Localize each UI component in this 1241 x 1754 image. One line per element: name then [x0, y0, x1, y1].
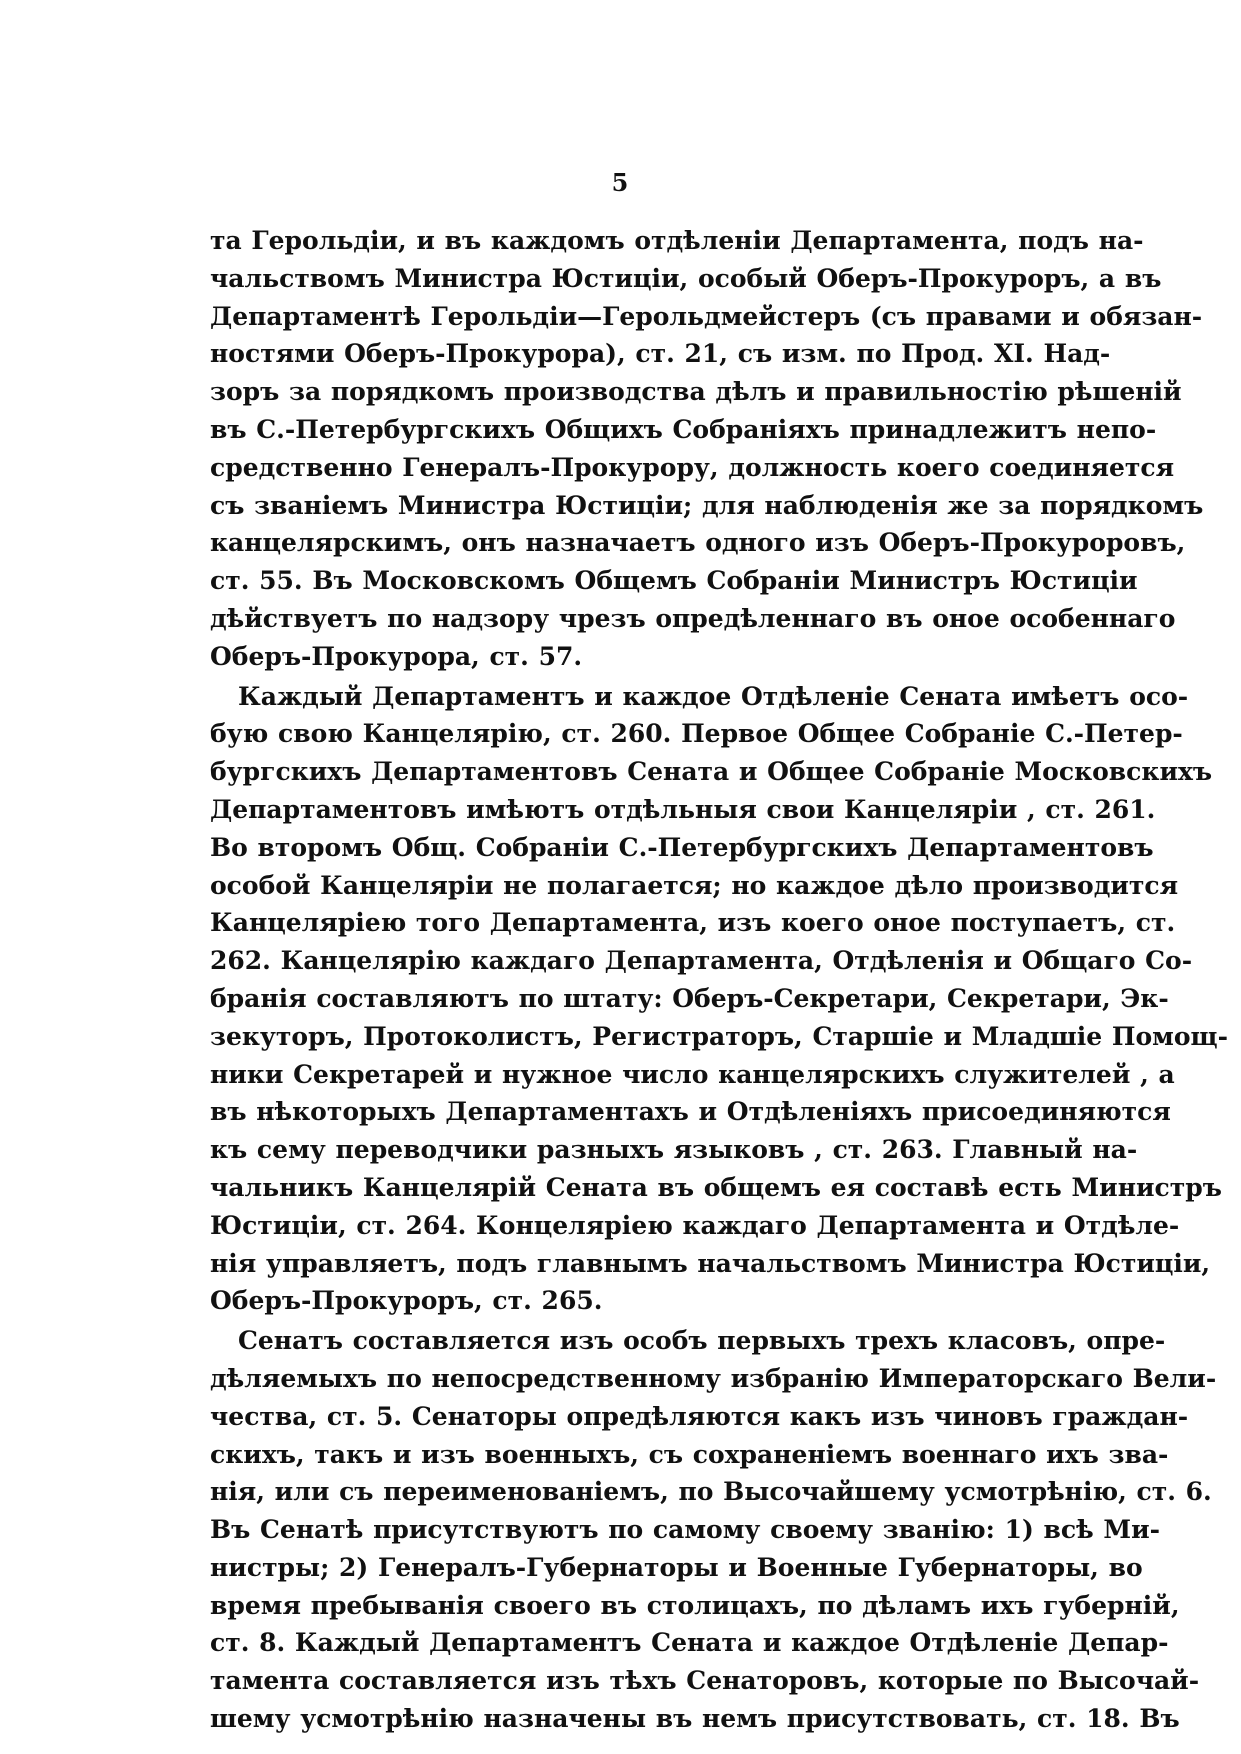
body-text	[210, 222, 1228, 1738]
text-line: съ званіемъ Министра Юстиціи; для наблюденія же за порядкомъ	[210, 490, 1204, 520]
text-line: Департаментовъ имѣютъ отдѣльныя свои Канцеляріи , ст. 261.	[210, 794, 1156, 824]
text-line: въ нѣкоторыхъ Департаментахъ и Отдѣленіяхъ присоединяются	[210, 1097, 1171, 1127]
text-line: ст. 55. Въ Московскомъ Общемъ Собраніи Министръ Юстиціи	[210, 566, 1138, 596]
text-line: ст. 8. Каждый Департаментъ Сената и каждое Отдѣленіе Депар-	[210, 1628, 1169, 1658]
page-number: 5	[611, 168, 630, 197]
text-line: время пребыванія своего въ столицахъ, по дѣламъ ихъ губерній,	[210, 1590, 1180, 1620]
paragraph	[210, 678, 1228, 1321]
text-line: скихъ, такъ и изъ военныхъ, съ сохраненіемъ военнаго ихъ зва-	[210, 1439, 1169, 1469]
text-line: 262. Канцелярію каждаго Департамента, Отдѣленія и Общаго Со-	[210, 946, 1193, 976]
text-line: канцелярскимъ, онъ назначаетъ одного изъ Оберъ-Прокуроровъ,	[210, 528, 1186, 558]
text-line: въ С.-Петербургскихъ Общихъ Собраніяхъ принадлежитъ непо-	[210, 414, 1157, 444]
text-line: Департаментѣ Герольдіи—Герольдмейстеръ (съ правами и обязан-	[210, 301, 1203, 331]
text-line: Сенатъ составляется изъ особъ первыхъ трехъ класовъ, опре-	[238, 1326, 1166, 1356]
text-line: Юстиціи, ст. 264. Концеляріею каждаго Департамента и Отдѣле-	[210, 1210, 1180, 1240]
text-line: зоръ за порядкомъ производства дѣлъ и правильностію рѣшеній	[210, 377, 1182, 407]
text-line: бранія составляютъ по штату: Оберъ-Секретари, Секретари, Эк-	[210, 983, 1169, 1013]
text-line: дѣйствуетъ по надзору чрезъ опредѣленнаго въ оное особеннаго	[210, 603, 1176, 633]
text-line: чальствомъ Министра Юстиціи, особый Оберъ-Прокуроръ, а въ	[210, 263, 1162, 293]
text-line: средственно Генералъ-Прокурору, должность коего соединяется	[210, 452, 1175, 482]
text-line: Во второмъ Общ. Собраніи С.-Петербургскихъ Департаментовъ	[210, 832, 1154, 862]
text-line: нистры; 2) Генералъ-Губернаторы и Военные Губернаторы, во	[210, 1552, 1143, 1582]
text-line: нія управляетъ, подъ главнымъ начальствомъ Министра Юстиціи,	[210, 1248, 1211, 1278]
text-line: ники Секретарей и нужное число канцелярскихъ служителей , а	[210, 1059, 1175, 1089]
text-line: Оберъ-Прокурора, ст. 57.	[210, 641, 583, 671]
text-line: чальникъ Канцелярій Сената въ общемъ ея составѣ есть Министръ	[210, 1172, 1222, 1202]
text-line: зекуторъ, Протоколистъ, Регистраторъ, Старшіе и Младшіе Помощ-	[210, 1021, 1228, 1051]
text-line: бую свою Канцелярію, ст. 260. Первое Общее Собраніе С.-Петер-	[210, 719, 1183, 749]
text-line: тамента составляется изъ тѣхъ Сенаторовъ, которые по Высочай-	[210, 1666, 1200, 1696]
text-line: дѣляемыхъ по непосредственному избранію Императорскаго Вели-	[210, 1363, 1217, 1393]
text-line: бургскихъ Департаментовъ Сената и Общее Собраніе Московскихъ	[210, 757, 1213, 787]
text-line: особой Канцеляріи не полагается; но каждое дѣло производится	[210, 870, 1179, 900]
text-line: Каждый Департаментъ и каждое Отдѣленіе Сената имѣетъ осо-	[238, 681, 1189, 711]
text-line: шему усмотрѣнію назначены въ немъ присутствовать, ст. 18. Въ	[210, 1704, 1180, 1734]
text-line: Оберъ-Прокуроръ, ст. 265.	[210, 1286, 603, 1316]
text-line: къ сему переводчики разныхъ языковъ , ст. 263. Главный на-	[210, 1135, 1138, 1165]
text-line: ностями Оберъ-Прокурора), ст. 21, съ изм. по Прод. XI. Над-	[210, 339, 1111, 369]
text-line: нія, или съ переименованіемъ, по Высочайшему усмотрѣнію, ст. 6.	[210, 1477, 1212, 1507]
text-line: та Герольдіи, и въ каждомъ отдѣленіи Департамента, подъ на-	[210, 226, 1144, 255]
paragraph	[210, 222, 1204, 676]
paragraph	[210, 1322, 1217, 1738]
text-line: чества, ст. 5. Сенаторы опредѣляются какъ изъ чиновъ граждан-	[210, 1401, 1189, 1431]
text-line: Въ Сенатѣ присутствуютъ по самому своему званію: 1) всѣ Ми-	[210, 1515, 1161, 1545]
text-line: Канцеляріею того Департамента, изъ коего оное поступаетъ, ст.	[210, 908, 1176, 938]
